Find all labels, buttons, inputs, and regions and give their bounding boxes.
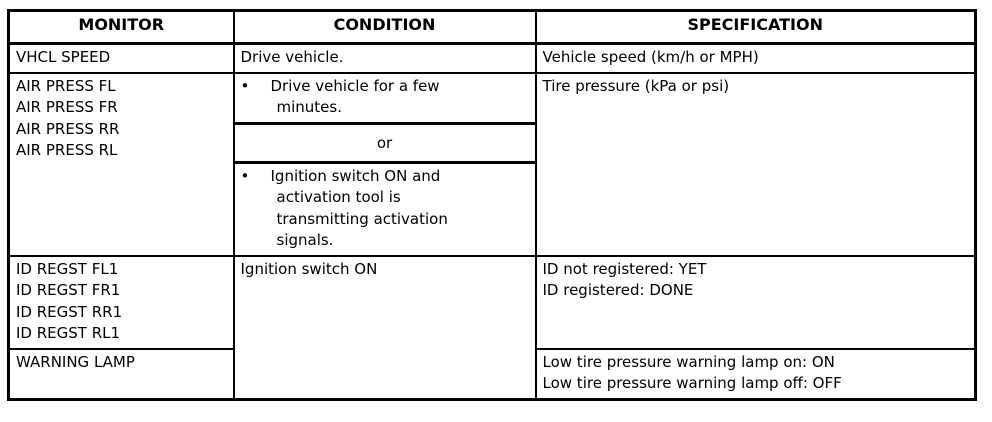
header-monitor: MONITOR	[9, 11, 234, 44]
monitor-item: WARNING LAMP	[16, 352, 135, 371]
spec-text: Tire pressure (kPa or psi)	[542, 76, 730, 95]
condition-cell	[234, 73, 536, 256]
condition-line: signals.	[276, 231, 334, 249]
bullet-icon: •	[240, 166, 250, 185]
header-specification: SPECIFICATION	[536, 11, 976, 44]
spec-text: ID registered: DONE	[542, 281, 694, 299]
condition-cell	[234, 44, 536, 73]
monitor-spec-table	[7, 9, 977, 401]
monitor-item: ID REGST FL1	[16, 259, 119, 278]
spec-text: Vehicle speed (km/h or MPH)	[542, 48, 759, 66]
condition-option-a	[235, 74, 535, 122]
bullet-icon: •	[240, 76, 250, 95]
condition-line: transmitting activation	[276, 209, 448, 228]
condition-line: Drive vehicle for a few	[270, 76, 440, 95]
monitor-item: ID REGST RR1	[16, 302, 123, 321]
monitor-cell	[9, 73, 234, 256]
monitor-item: AIR PRESS RR	[16, 119, 120, 138]
monitor-cell	[9, 44, 234, 73]
condition-text: Drive vehicle.	[240, 48, 344, 66]
row-vhcl-speed	[9, 44, 976, 73]
spec-cell	[536, 256, 976, 349]
spec-text: Low tire pressure warning lamp on: ON	[542, 352, 835, 371]
row-id-regst	[9, 256, 976, 349]
monitor-item: AIR PRESS FR	[16, 98, 118, 116]
header-condition: CONDITION	[234, 11, 536, 44]
monitor-item: AIR PRESS FL	[16, 76, 116, 95]
condition-cell	[234, 256, 536, 400]
header-row	[9, 11, 976, 44]
condition-line: minutes.	[276, 98, 342, 116]
condition-line: activation tool is	[276, 188, 401, 206]
spec-text: Low tire pressure warning lamp off: OFF	[542, 374, 842, 392]
monitor-cell	[9, 349, 234, 400]
spec-cell	[536, 44, 976, 73]
condition-or-separator: or	[235, 122, 535, 164]
spec-cell	[536, 349, 976, 400]
condition-option-b	[235, 164, 535, 255]
monitor-item: ID REGST FR1	[16, 281, 121, 299]
row-air-press	[9, 73, 976, 256]
monitor-item: VHCL SPEED	[16, 48, 111, 66]
monitor-item: AIR PRESS RL	[16, 141, 118, 159]
condition-text: Ignition switch ON	[240, 259, 378, 278]
spec-cell	[536, 73, 976, 256]
monitor-cell	[9, 256, 234, 349]
spec-text: ID not registered: YET	[542, 259, 707, 278]
condition-line: Ignition switch ON and	[270, 166, 441, 185]
monitor-item: ID REGST RL1	[16, 324, 121, 342]
